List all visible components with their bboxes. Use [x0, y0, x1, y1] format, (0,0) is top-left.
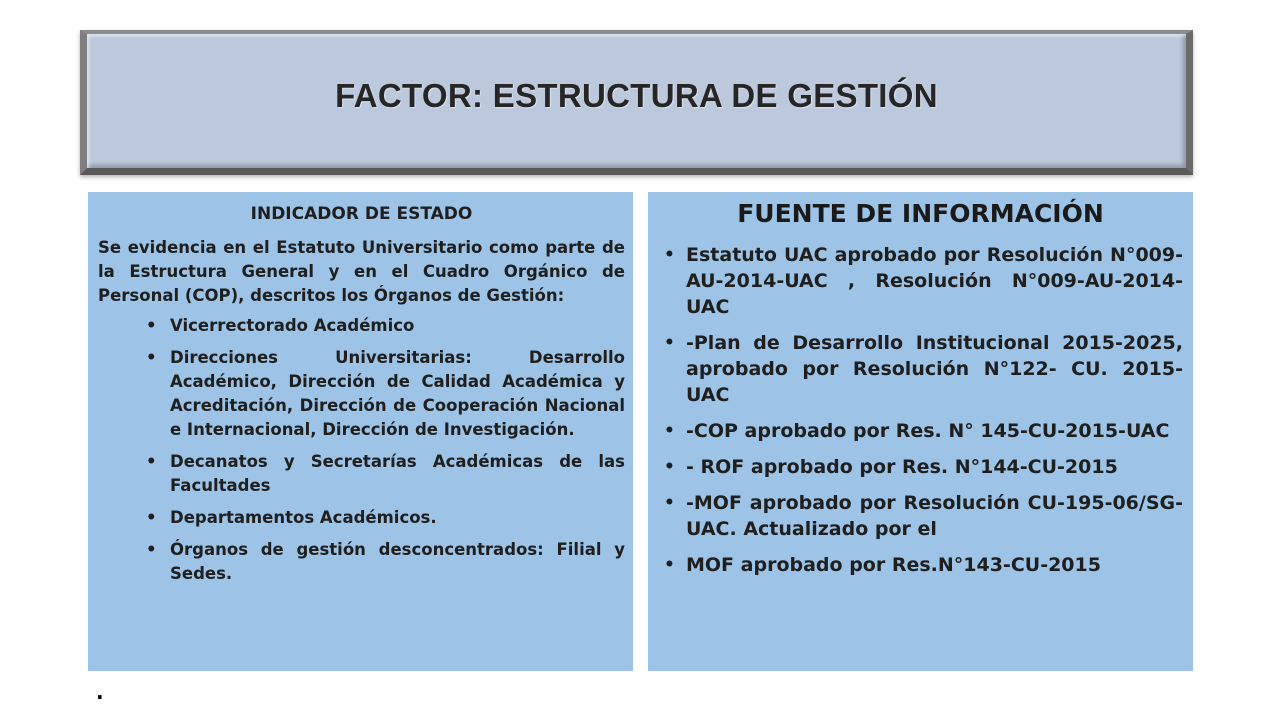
indicator-intro: Se evidencia en el Estatuto Universitario como parte de la Estructura General y en el Cuadro Orgánico de Personal (COP), descritos los Órganos de Gestión: [98, 238, 625, 305]
source-list [680, 242, 1183, 578]
list-item: • -COP aprobado por Res. N° 145-CU-2015-UAC [686, 418, 1183, 444]
footer-mark: . [96, 680, 104, 704]
list-item: • Departamentos Académicos. [170, 506, 625, 530]
list-item: • -MOF aprobado por Resolución CU-195-06/SG-UAC. Actualizado por el [686, 490, 1183, 542]
source-heading: FUENTE DE INFORMACIÓN [737, 199, 1104, 228]
indicator-panel [88, 192, 633, 671]
list-item: • - ROF aprobado por Res. N°144-CU-2015 [686, 454, 1183, 480]
title-banner [80, 30, 1193, 175]
list-item: • Direcciones Universitarias: Desarrollo Académico, Dirección de Calidad Académica y Acreditación, Dirección de Cooperación Nacional e Internacional, Dirección de Investigación. [170, 346, 625, 442]
list-item: • MOF aprobado por Res.N°143-CU-2015 [686, 552, 1183, 578]
slide-title: FACTOR: ESTRUCTURA DE GESTIÓN [335, 77, 938, 114]
list-item: • Estatuto UAC aprobado por Resolución N°009-AU-2014-UAC , Resolución N°009-AU-2014-UAC [686, 242, 1183, 320]
indicator-heading: INDICADOR DE ESTADO [250, 204, 473, 224]
list-item: • Órganos de gestión desconcentrados: Filial y Sedes. [170, 538, 625, 586]
indicator-list [98, 314, 625, 586]
list-item: • Decanatos y Secretarías Académicas de las Facultades [170, 450, 625, 498]
source-panel [648, 192, 1193, 671]
list-item: • -Plan de Desarrollo Institucional 2015-2025, aprobado por Resolución N°122- CU. 2015-UAC [686, 330, 1183, 408]
list-item: • Vicerrectorado Académico [170, 314, 625, 338]
